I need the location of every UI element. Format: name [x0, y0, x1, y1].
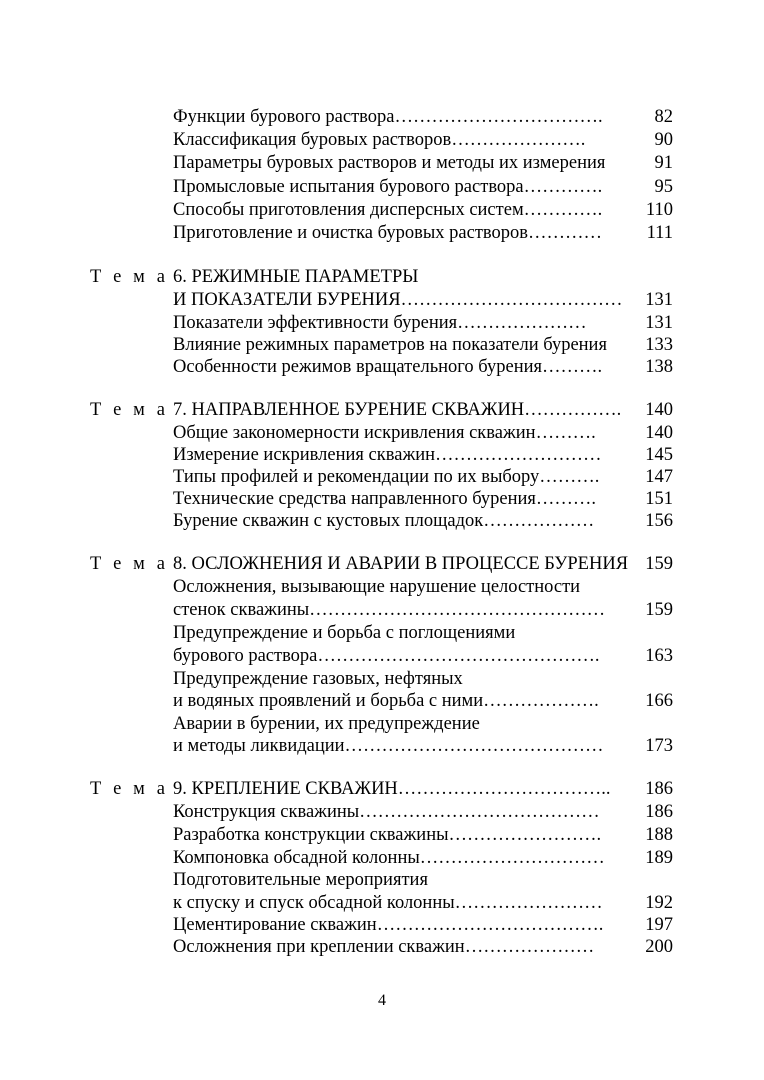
tema-label: Т е м а [90, 400, 169, 420]
toc-page-number: 147 [645, 467, 673, 487]
toc-entry-text: и водяных проявлений и борьба с ними………………. [173, 691, 599, 711]
toc-page-number: 111 [646, 223, 673, 243]
toc-page-number: 188 [645, 825, 673, 845]
toc-page-number: 159 [645, 554, 673, 574]
toc-chapter-title: 8. ОСЛОЖНЕНИЯ И АВАРИИ В ПРОЦЕССЕ БУРЕНИЯ [173, 554, 629, 574]
toc-entry-text: Типы профилей и рекомендации по их выбору………. [173, 467, 600, 487]
toc-page-number: 131 [645, 290, 673, 310]
toc-entry-text: Предупреждение и борьба с поглощениями [173, 623, 516, 643]
toc-page-number: 189 [645, 848, 673, 868]
toc-entry-text: Технические средства направленного бурения………. [173, 489, 597, 509]
toc-entry-text: Подготовительные мероприятия [173, 870, 428, 890]
toc-page-number: 145 [645, 445, 673, 465]
toc-entry-text: бурового раствора………………………………………. [173, 646, 600, 666]
toc-page-number: 186 [645, 779, 673, 799]
toc-page-number: 163 [645, 646, 673, 666]
toc-entry-text: Промысловые испытания бурового раствора…………. [173, 177, 603, 197]
toc-entry-text: Цементирование скважин………………………………. [173, 915, 604, 935]
toc-chapter-title: 6. РЕЖИМНЫЕ ПАРАМЕТРЫ [173, 267, 419, 287]
toc-page-number: 110 [645, 200, 673, 220]
toc-page-number: 200 [645, 937, 673, 957]
toc-page-number: 82 [654, 107, 673, 127]
toc-entry-text: Осложнения при креплении скважин………………… [173, 937, 595, 957]
toc-chapter-title: И ПОКАЗАТЕЛИ БУРЕНИЯ……………………………… [173, 290, 623, 310]
toc-chapter-title: 7. НАПРАВЛЕННОЕ БУРЕНИЕ СКВАЖИН……………. [173, 400, 622, 420]
toc-page-number: 159 [645, 600, 673, 620]
toc-entry-text: Конструкция скважины………………………………… [173, 802, 600, 822]
toc-entry-text: Аварии в бурении, их предупреждение [173, 714, 480, 734]
toc-page-number: 95 [654, 177, 673, 197]
toc-entry-text: Функции бурового раствора……………………………. [173, 107, 603, 127]
toc-page-number: 140 [645, 423, 673, 443]
toc-page-number: 91 [654, 153, 673, 173]
toc-entry-text: Осложнения, вызывающие нарушение целостности [173, 577, 581, 597]
toc-page-number: 197 [645, 915, 673, 935]
toc-entry-text: Параметры буровых растворов и методы их измерения [173, 153, 606, 173]
toc-entry-text: Компоновка обсадной колонны………………………… [173, 848, 605, 868]
tema-label: Т е м а [90, 267, 169, 287]
toc-entry-text: Способы приготовления дисперсных систем…………. [173, 200, 603, 220]
toc-entry-text: Классификация буровых растворов…………………. [173, 130, 586, 150]
toc-entry-text: Разработка конструкции скважины……………………. [173, 825, 602, 845]
toc-entry-text: Предупреждение газовых, нефтяных [173, 669, 463, 689]
toc-entry-text: Приготовление и очистка буровых растворов………… [173, 223, 602, 243]
toc-page-number: 156 [645, 511, 673, 531]
toc-entry-text: стенок скважины………………………………………… [173, 600, 606, 620]
tema-label: Т е м а [90, 779, 169, 799]
toc-entry-text: Влияние режимных параметров на показатели бурения [173, 335, 607, 355]
toc-entry-text: Общие закономерности искривления скважин………. [173, 423, 596, 443]
toc-page-number: 151 [645, 489, 673, 509]
toc-page-number: 192 [645, 893, 673, 913]
toc-page-number: 140 [645, 400, 673, 420]
toc-chapter-title: 9. КРЕПЛЕНИЕ СКВАЖИН…………………………….. [173, 779, 611, 799]
toc-entry-text: Измерение искривления скважин……………………… [173, 445, 602, 465]
toc-page-number: 186 [645, 802, 673, 822]
toc-page-number: 138 [645, 357, 673, 377]
toc-entry-text: Показатели эффективности бурения………………… [173, 313, 587, 333]
toc-page-number: 133 [645, 335, 673, 355]
toc-entry-text: к спуску и спуск обсадной колонны…………………… [173, 893, 603, 913]
toc-entry-text: Особенности режимов вращательного бурения………. [173, 357, 603, 377]
toc-page-number: 131 [645, 313, 673, 333]
toc-page-number: 90 [654, 130, 673, 150]
toc-page-number: 173 [645, 736, 673, 756]
toc-entry-text: и методы ликвидации…………………………………… [173, 736, 604, 756]
tema-label: Т е м а [90, 554, 169, 574]
page-footer-number: 4 [378, 992, 386, 1009]
toc-page-number: 166 [645, 691, 673, 711]
toc-entry-text: Бурение скважин с кустовых площадок……………… [173, 511, 595, 531]
